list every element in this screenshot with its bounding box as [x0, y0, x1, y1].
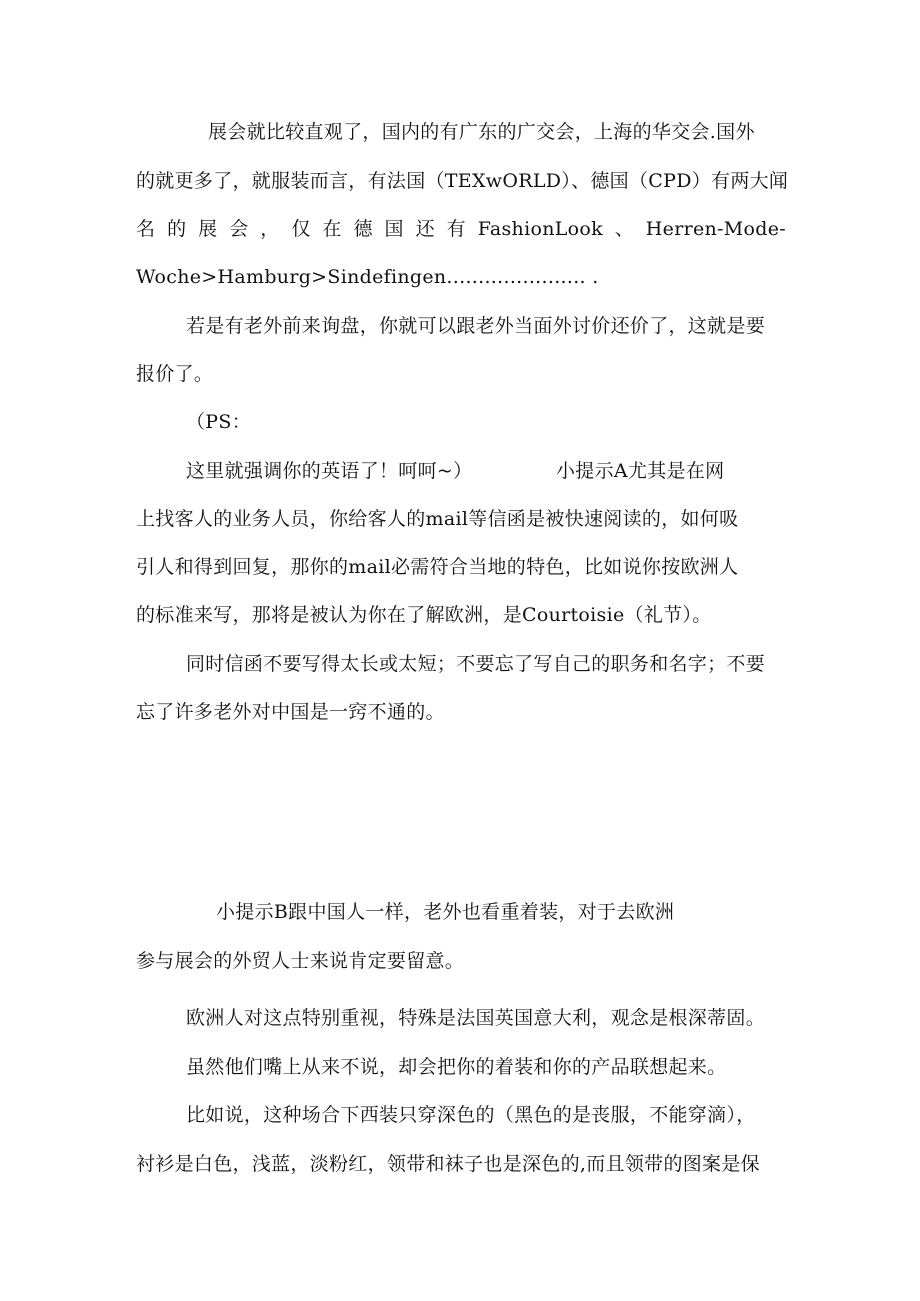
- p3-line2: 上找客人的业务人员，你给客人的mail等信函是被快速阅读的，如何吸: [136, 508, 739, 530]
- p1-line3-word: 会: [229, 218, 249, 240]
- p8-line2: 衬衫是白色，浅蓝，淡粉红，领带和袜子也是深色的,而且领带的图案是保: [136, 1153, 760, 1175]
- p3-ps: （PS：: [186, 411, 252, 433]
- p1-line3-word: 德: [353, 218, 373, 240]
- p3-line3: 引人和得到回复，那你的mail必需符合当地的特色，比如说你按欧洲人: [136, 556, 739, 578]
- p1-line3-word: 、: [614, 218, 635, 240]
- p1-line2: 的就更多了，就服装而言，有法国（TEXwORLD）、德国（CPD）有两大闻: [136, 170, 789, 192]
- p2-line1: 若是有老外前来询盘，你就可以跟老外当面外讨价还价了，这就是要: [186, 315, 766, 337]
- p1-line3-word: 还: [415, 218, 435, 240]
- p2-line2: 报价了。: [136, 363, 214, 385]
- p3-line4: 的标准来写，那将是被认为你在了解欧洲，是Courtoisie（礼节）。: [136, 604, 712, 626]
- p8-line1: 比如说，这种场合下西装只穿深色的（黑色的是丧服，不能穿滴），: [186, 1104, 756, 1126]
- p1-line3-word: 在: [322, 218, 342, 240]
- p4-line1: 同时信函不要写得太长或太短；不要忘了写自己的职务和名字；不要: [186, 653, 766, 675]
- p5-line2: 参与展会的外贸人士来说肯定要留意。: [136, 950, 465, 972]
- p1-line3-word: 名: [136, 218, 156, 240]
- p1-line3-word: FashionLook: [477, 218, 603, 240]
- p3-tip-a: 小提示A尤其是在网: [556, 460, 725, 482]
- p1-line1: 展会就比较直观了，国内的有广东的广交会，上海的华交会.国外: [208, 121, 755, 143]
- p4-line2: 忘了许多老外对中国是一窍不通的。: [136, 701, 445, 723]
- p1-line3-word: 仅: [291, 218, 311, 240]
- p1-line3-word: ，: [260, 218, 280, 240]
- p1-line3-word: 展: [198, 218, 218, 240]
- p7-line1: 虽然他们嘴上从来不说，却会把你的着装和你的产品联想起来。: [186, 1056, 727, 1078]
- p1-line3-word: 的: [167, 218, 187, 240]
- p3-line1: 这里就强调你的英语了！呵呵~）: [186, 460, 473, 482]
- p1-line3-word: 有: [446, 218, 466, 240]
- p5-line1: 小提示B跟中国人一样，老外也看重着装，对于去欧洲: [216, 901, 675, 923]
- p6-line1: 欧洲人对这点特别重视，特殊是法国英国意大利，观念是根深蒂固。: [186, 1007, 766, 1029]
- p1-line4: Woche>Hamburg>Sindefingen...................... .: [136, 266, 599, 288]
- p1-line3: [136, 217, 786, 241]
- p1-line3-word: Herren-Mode-: [645, 218, 786, 240]
- p1-line3-word: 国: [384, 218, 404, 240]
